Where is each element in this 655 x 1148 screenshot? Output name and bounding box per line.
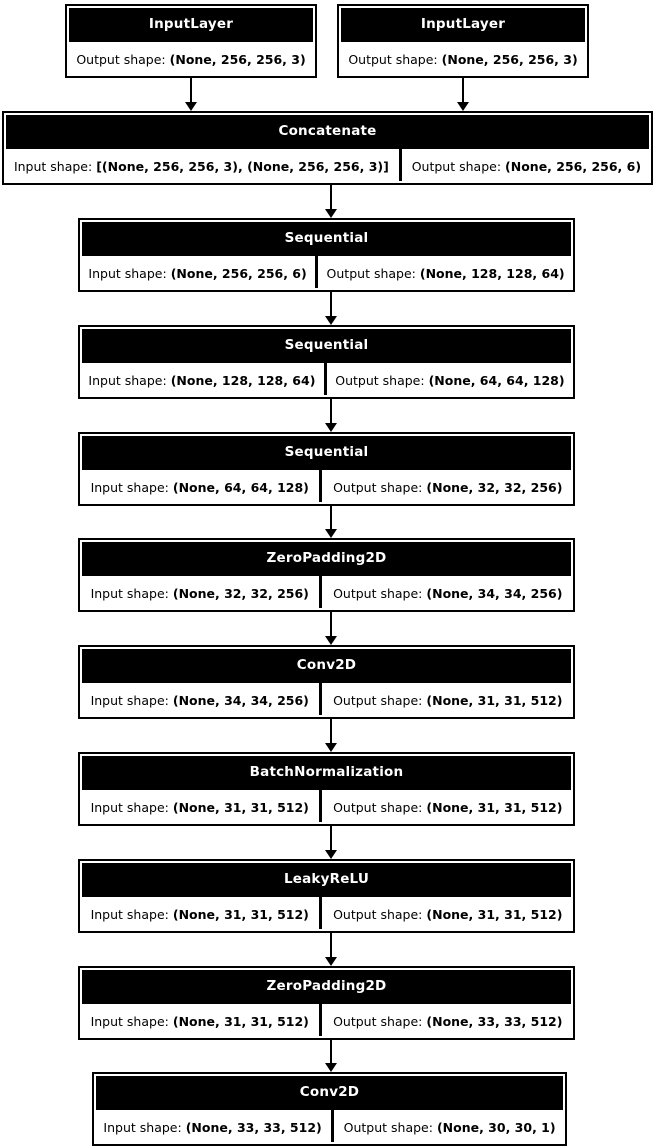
layer-type-title: ZeroPadding2D: [266, 550, 387, 566]
shape-row: [80, 897, 573, 931]
sequential-3-node: [78, 432, 575, 506]
shape-value: (None, 31, 31, 512): [172, 1013, 309, 1029]
shape-row: [339, 42, 587, 76]
edge-line: [330, 185, 332, 210]
shape-row: [80, 576, 573, 610]
shape-cell: [327, 363, 573, 397]
layer-type-title: InputLayer: [148, 16, 234, 32]
shape-value: (None, 31, 31, 512): [426, 906, 563, 922]
shape-value: (None, 256, 256, 3): [441, 51, 578, 67]
shape-row: [94, 1110, 565, 1144]
shape-cell: [322, 470, 573, 504]
shape-label: Output shape:: [76, 51, 166, 67]
layer-type-title: Sequential: [284, 444, 369, 460]
shape-value: (None, 256, 256, 3): [169, 51, 306, 67]
shape-cell: [339, 42, 587, 76]
shape-cell: [322, 683, 573, 717]
shape-value: (None, 64, 64, 128): [428, 372, 565, 388]
shape-value: (None, 128, 128, 64): [419, 265, 565, 281]
edge-line: [190, 78, 192, 103]
shape-cell: [402, 149, 651, 183]
concatenate-node: [2, 111, 653, 185]
shape-value: (None, 32, 32, 256): [426, 479, 563, 495]
arrow-head-icon: [185, 102, 197, 111]
shape-label: Output shape:: [348, 51, 438, 67]
zero-padding-2d-2-node: [78, 966, 575, 1040]
shape-value: (None, 32, 32, 256): [172, 585, 309, 601]
edge-line: [330, 1040, 332, 1064]
edge-line: [330, 292, 332, 317]
shape-label: Output shape:: [333, 692, 423, 708]
shape-value: (None, 31, 31, 512): [172, 906, 309, 922]
shape-row: [80, 683, 573, 717]
shape-value: (None, 31, 31, 512): [426, 799, 563, 815]
shape-label: Input shape:: [90, 479, 169, 495]
batch-normalization-node: [78, 752, 575, 826]
shape-row: [80, 256, 573, 290]
arrow-head-icon: [325, 850, 337, 859]
layer-type-title: Sequential: [284, 230, 369, 246]
shape-label: Output shape:: [335, 372, 425, 388]
sequential-1-node: [78, 218, 575, 292]
arrow-head-icon: [325, 423, 337, 432]
input-layer-1-node: [65, 4, 317, 78]
shape-cell: [80, 1004, 319, 1038]
shape-label: Input shape:: [90, 799, 169, 815]
shape-value: (None, 256, 256, 6): [170, 265, 307, 281]
shape-row: [80, 1004, 573, 1038]
shape-label: Input shape:: [88, 265, 167, 281]
shape-cell: [80, 363, 324, 397]
edge-line: [330, 506, 332, 530]
shape-cell: [80, 470, 319, 504]
shape-value: [(None, 256, 256, 3), (None, 256, 256, 3)]: [96, 158, 389, 174]
shape-cell: [80, 256, 315, 290]
edge-line: [330, 933, 332, 958]
edge-line: [330, 826, 332, 851]
shape-row: [80, 363, 573, 397]
shape-row: [80, 470, 573, 504]
shape-label: Output shape:: [411, 158, 502, 174]
shape-value: (None, 33, 33, 512): [185, 1119, 322, 1135]
shape-cell: [4, 149, 399, 183]
shape-cell: [80, 790, 319, 824]
arrow-head-icon: [457, 102, 469, 111]
shape-cell: [80, 683, 319, 717]
shape-cell: [322, 897, 573, 931]
sequential-2-node: [78, 325, 575, 399]
shape-cell: [318, 256, 573, 290]
shape-cell: [322, 790, 573, 824]
shape-value: (None, 30, 30, 1): [436, 1119, 556, 1135]
shape-value: (None, 64, 64, 128): [172, 479, 309, 495]
conv2d-2-node: [92, 1072, 567, 1146]
edge-line: [330, 719, 332, 744]
shape-label: Output shape:: [343, 1119, 433, 1135]
layer-type-title: InputLayer: [420, 16, 506, 32]
shape-label: Input shape:: [90, 692, 169, 708]
shape-value: (None, 31, 31, 512): [426, 692, 563, 708]
edge-line: [330, 399, 332, 424]
layer-type-title: LeakyReLU: [283, 871, 370, 887]
shape-label: Input shape:: [90, 585, 169, 601]
layer-type-title: ZeroPadding2D: [266, 978, 387, 994]
shape-cell: [322, 576, 573, 610]
edge-line: [330, 612, 332, 637]
shape-label: Output shape:: [333, 906, 423, 922]
shape-label: Output shape:: [326, 265, 416, 281]
arrow-head-icon: [325, 529, 337, 538]
shape-label: Input shape:: [90, 1013, 169, 1029]
shape-row: [67, 42, 315, 76]
arrow-head-icon: [325, 743, 337, 752]
shape-cell: [94, 1110, 331, 1144]
shape-value: (None, 33, 33, 512): [426, 1013, 563, 1029]
shape-value: (None, 34, 34, 256): [172, 692, 309, 708]
shape-cell: [334, 1110, 565, 1144]
shape-label: Input shape:: [88, 372, 167, 388]
shape-cell: [80, 897, 319, 931]
shape-label: Output shape:: [333, 799, 423, 815]
layer-type-title: Conv2D: [299, 1084, 360, 1100]
edge-line: [462, 78, 464, 103]
shape-label: Output shape:: [333, 479, 423, 495]
layer-type-title: Concatenate: [278, 123, 377, 139]
arrow-head-icon: [325, 316, 337, 325]
shape-value: (None, 31, 31, 512): [172, 799, 309, 815]
shape-value: (None, 128, 128, 64): [170, 372, 316, 388]
arrow-head-icon: [325, 1063, 337, 1072]
arrow-head-icon: [325, 636, 337, 645]
shape-label: Input shape:: [90, 906, 169, 922]
layer-type-title: Conv2D: [296, 657, 357, 673]
shape-row: [80, 790, 573, 824]
input-layer-2-node: [337, 4, 589, 78]
shape-cell: [67, 42, 315, 76]
shape-label: Output shape:: [333, 585, 423, 601]
leaky-relu-node: [78, 859, 575, 933]
layer-type-title: Sequential: [284, 337, 369, 353]
shape-cell: [80, 576, 319, 610]
zero-padding-2d-1-node: [78, 538, 575, 612]
shape-label: Input shape:: [103, 1119, 182, 1135]
shape-row: [4, 149, 651, 183]
shape-label: Input shape:: [13, 158, 93, 174]
shape-label: Output shape:: [333, 1013, 423, 1029]
shape-cell: [322, 1004, 573, 1038]
arrow-head-icon: [325, 957, 337, 966]
shape-value: (None, 34, 34, 256): [426, 585, 563, 601]
layer-type-title: BatchNormalization: [249, 764, 404, 780]
conv2d-1-node: [78, 645, 575, 719]
shape-value: (None, 256, 256, 6): [505, 158, 642, 174]
arrow-head-icon: [325, 209, 337, 218]
